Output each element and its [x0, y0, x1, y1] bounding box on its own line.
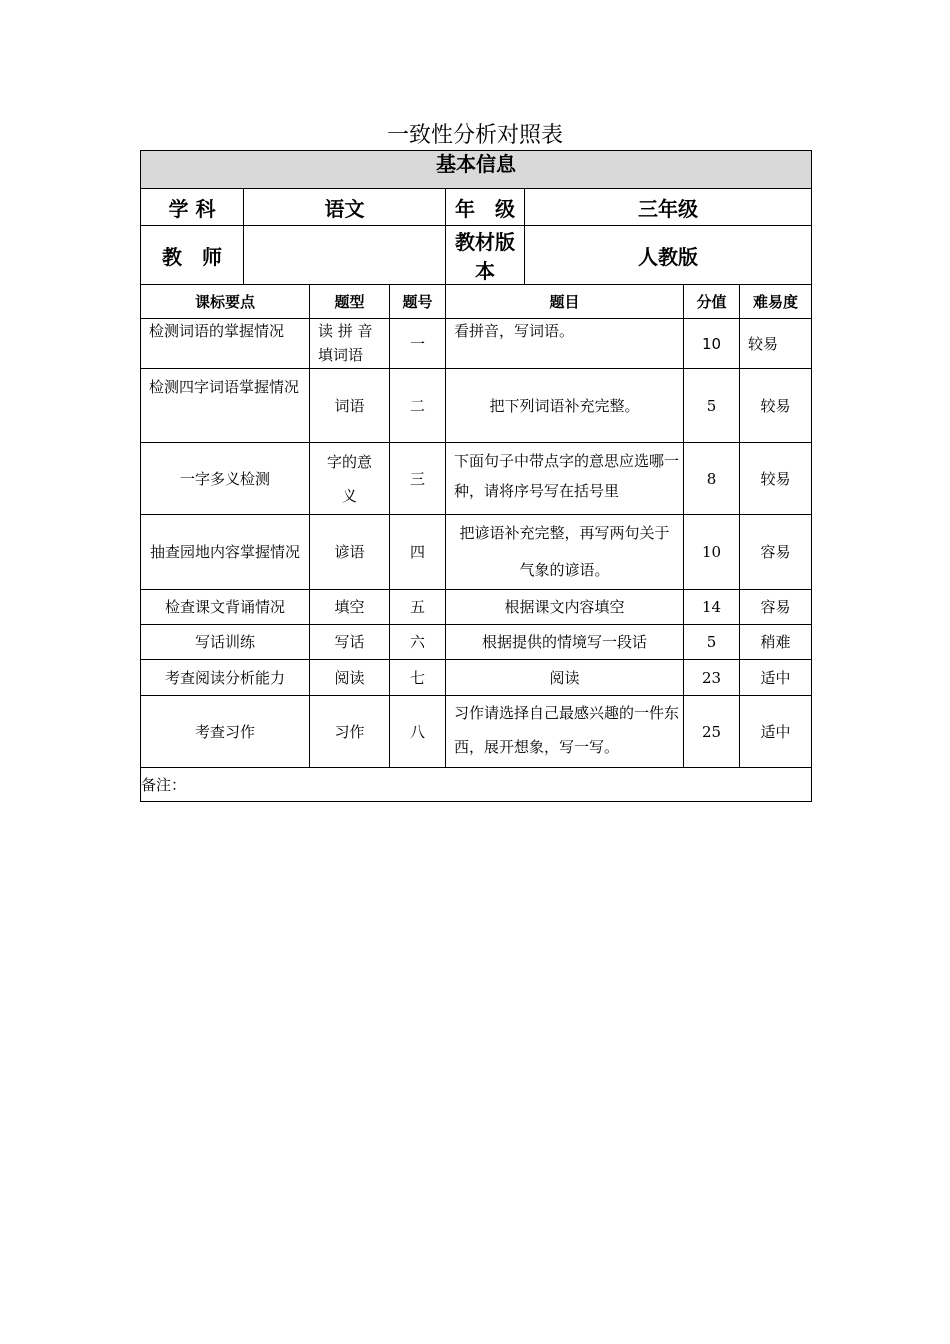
cell-score: 5 [684, 625, 740, 660]
basic-info-header: 基本信息 [141, 151, 812, 189]
cell-type: 阅读 [310, 660, 390, 696]
edition-value: 人教版 [525, 226, 812, 285]
analysis-table [140, 150, 812, 802]
cell-point: 考查习作 [141, 696, 310, 768]
cell-score: 5 [684, 369, 740, 443]
table-row [141, 590, 812, 625]
cell-difficulty: 较易 [740, 319, 812, 369]
grade-label: 年 级 [446, 189, 525, 226]
table-row [141, 369, 812, 443]
cell-num: 八 [390, 696, 446, 768]
table-row [141, 625, 812, 660]
cell-type: 填空 [310, 590, 390, 625]
cell-difficulty: 较易 [740, 369, 812, 443]
grade-value: 三年级 [525, 189, 812, 226]
cell-type: 写话 [310, 625, 390, 660]
col-header-point: 课标要点 [141, 285, 310, 319]
cell-point: 抽查园地内容掌握情况 [141, 515, 310, 590]
cell-num: 二 [390, 369, 446, 443]
cell-question: 阅读 [446, 660, 684, 696]
cell-type: 谚语 [310, 515, 390, 590]
subject-value: 语文 [244, 189, 446, 226]
cell-difficulty: 稍难 [740, 625, 812, 660]
cell-score: 25 [684, 696, 740, 768]
col-header-score: 分值 [684, 285, 740, 319]
remark-cell: 备注： [141, 768, 812, 802]
cell-difficulty: 适中 [740, 660, 812, 696]
cell-question: 根据课文内容填空 [446, 590, 684, 625]
col-header-question: 题目 [446, 285, 684, 319]
cell-difficulty: 容易 [740, 515, 812, 590]
subject-label: 学 科 [141, 189, 244, 226]
cell-score: 23 [684, 660, 740, 696]
cell-score: 10 [684, 319, 740, 369]
cell-point: 考查阅读分析能力 [141, 660, 310, 696]
table-row [141, 443, 812, 515]
col-header-difficulty: 难易度 [740, 285, 812, 319]
cell-score: 10 [684, 515, 740, 590]
page-title: 一致性分析对照表 [386, 123, 563, 148]
cell-num: 四 [390, 515, 446, 590]
col-header-num: 题号 [390, 285, 446, 319]
cell-num: 七 [390, 660, 446, 696]
col-header-type: 题型 [310, 285, 390, 319]
cell-score: 14 [684, 590, 740, 625]
cell-point: 检查课文背诵情况 [141, 590, 310, 625]
cell-num: 三 [390, 443, 446, 515]
cell-question: 下面句子中带点字的意思应选哪一种，请将序号写在括号里 [446, 443, 684, 515]
edition-label: 教材版本 [446, 226, 525, 285]
cell-difficulty: 较易 [740, 443, 812, 515]
table-row [141, 319, 812, 369]
cell-type: 习作 [310, 696, 390, 768]
cell-point: 检测词语的掌握情况 [141, 319, 310, 369]
cell-type: 字的意义 [310, 443, 390, 515]
cell-num: 五 [390, 590, 446, 625]
cell-type: 读 拼 音 填词语 [310, 319, 390, 369]
cell-type: 词语 [310, 369, 390, 443]
cell-score: 8 [684, 443, 740, 515]
table-row [141, 660, 812, 696]
table-row [141, 515, 812, 590]
cell-point: 一字多义检测 [141, 443, 310, 515]
cell-question: 把下列词语补充完整。 [446, 369, 684, 443]
cell-question: 习作请选择自己最感兴趣的一件东西，展开想象，写一写。 [446, 696, 684, 768]
cell-point: 检测四字词语掌握情况 [141, 369, 310, 443]
cell-difficulty: 容易 [740, 590, 812, 625]
cell-question: 把谚语补充完整，再写两句关于气象的谚语。 [446, 515, 684, 590]
cell-point: 写话训练 [141, 625, 310, 660]
cell-num: 一 [390, 319, 446, 369]
teacher-value [244, 226, 446, 285]
cell-num: 六 [390, 625, 446, 660]
cell-difficulty: 适中 [740, 696, 812, 768]
cell-question: 根据提供的情境写一段话 [446, 625, 684, 660]
teacher-label: 教 师 [141, 226, 244, 285]
table-row [141, 696, 812, 768]
cell-question: 看拼音，写词语。 [446, 319, 684, 369]
